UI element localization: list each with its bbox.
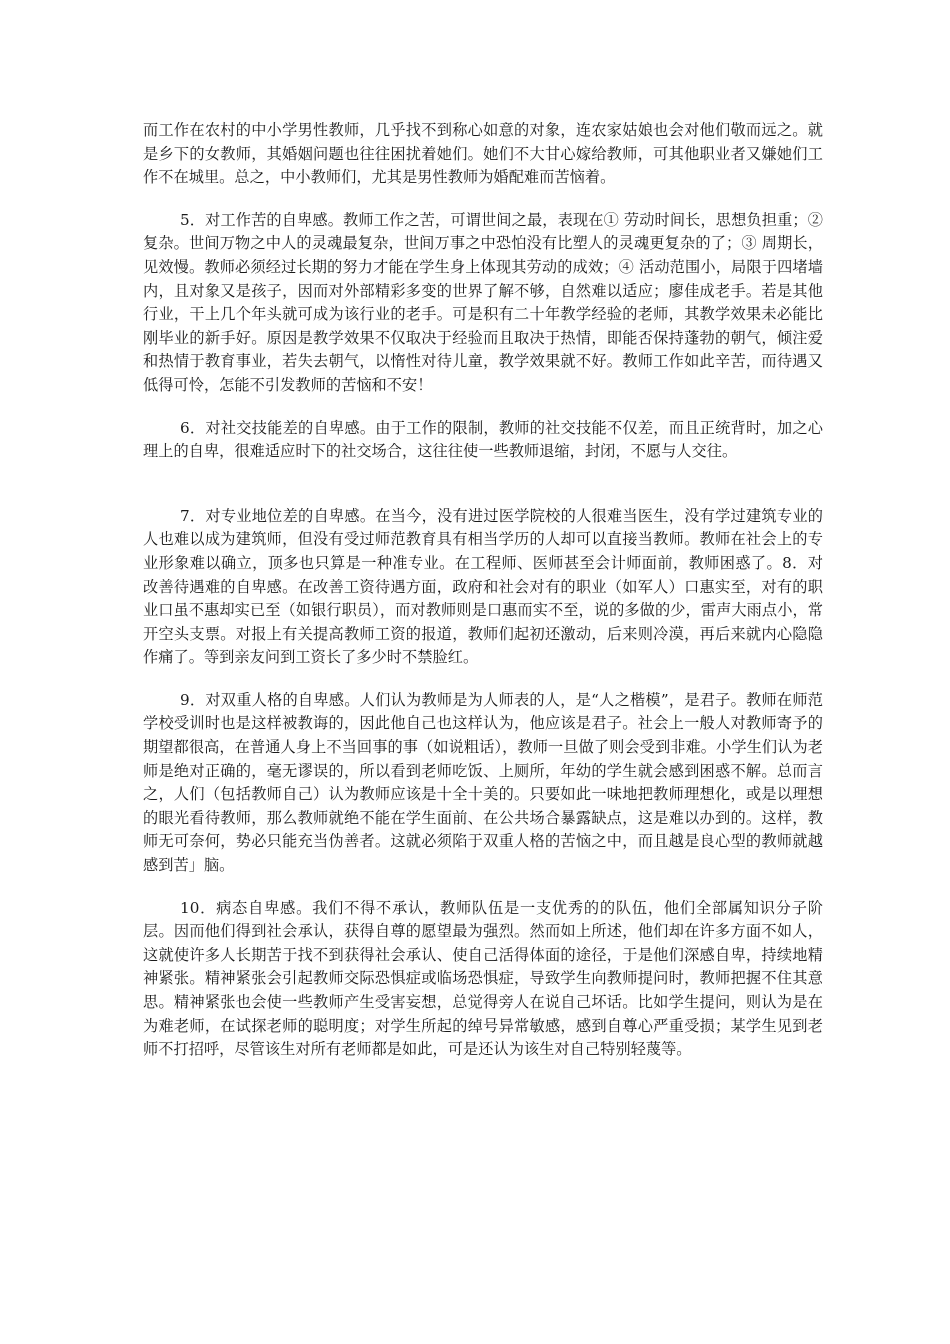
paragraph-6-social-skills: 6．对社交技能差的自卑感。由于工作的限制，教师的社交技能不仅差，而且正统背时，加之心理上的自卑，很难适应时下的社交场合，这往往使一些教师退缩，封闭，不愿与人交往。 (143, 418, 823, 461)
paragraph-10-pathological-inferiority: 10．病态自卑感。我们不得不承认，教师队伍是一支优秀的的队伍，他们全部属知识分子阶层。因而他们得到社会承认，获得自尊的愿望最为强烈。然而如上所述，他们却在许多方面不如人，这就使许多人长期苦于找不到获得社会承认、使自己活得体面的途径，于是他们深感自卑，持续地精神紧张。精神紧张会引起教师交际恐惧症或临场恐惧症，导致学生向教师提问时，教师把握不住其意思。精神紧张也会使一些教师产生受害妄想，总觉得旁人在说自己坏话。比如学生提问，则认为是在为难老师，在试探老师的聪明度；对学生所起的绰号异常敏感，感到自尊心严重受损；某学生见到老师不打招呼，尽管该生对所有老师都是如此，可是还认为该生对自己特别轻蔑等。 (143, 898, 823, 1059)
document-body (143, 119, 823, 1062)
paragraph-7-8-status-and-pay: 7．对专业地位差的自卑感。在当今，没有进过医学院校的人很难当医生，没有学过建筑专业的人也难以成为建筑师，但没有受过师范教育具有相当学历的人却可以直接当教师。教师在社会上的专业形象难以确立，顶多也只算是一种准专业。在工程师、医师甚至会计师面前，教师困惑了。8．对改善待遇难的自卑感。在改善工资待遇方面，政府和社会对有的职业（如军人）口惠实至，对有的职业口虽不惠却实已至（如银行职员），而对教师则是口惠而实不至，说的多做的少，雷声大雨点小，常开空头支票。对报上有关提高教师工资的报道，教师们起初还激动，后来则冷漠，再后来就内心隐隐作痛了。等到亲友问到工资长了多少时不禁脸红。 (143, 506, 823, 667)
paragraph-marriage-continued: 而工作在农村的中小学男性教师，几乎找不到称心如意的对象，连农家姑娘也会对他们敬而远之。就是乡下的女教师，其婚姻问题也往往困扰着她们。她们不大甘心嫁给教师，可其他职业者又嫌她们工作不在城里。总之，中小教师们，尤其是男性教师为婚配难而苦恼着。 (143, 121, 823, 187)
paragraph-9-dual-personality: 9．对双重人格的自卑感。人们认为教师是为人师表的人，是“人之楷模”，是君子。教师在师范学校受训时也是这样被教诲的，因此他自己也这样认为，他应该是君子。社会上一般人对教师寄予的期望都很高，在普通人身上不当回事的事（如说粗话），教师一旦做了则会受到非难。小学生们认为老师是绝对正确的，毫无谬误的，所以看到老师吃饭、上厕所，年幼的学生就会感到困惑不解。总而言之，人们（包括教师自己）认为教师应该是十全十美的。只要如此一味地把教师理想化，或是以理想的眼光看待教师，那么教师就绝不能在学生面前、在公共场合暴露缺点，这是难以办到的。这样，教师无可奈何，势必只能充当伪善者。这就必须陷于双重人格的苦恼之中，而且越是良心型的教师就越感到苦」脑。 (143, 690, 823, 875)
paragraph-5-hard-work: 5．对工作苦的自卑感。教师工作之苦，可谓世间之最，表现在① 劳动时间长，思想负担重；② 复杂。世间万物之中人的灵魂最复杂，世间万事之中恐怕没有比塑人的灵魂更复杂的了；③ 周期长，见效慢。教师必须经过长期的努力才能在学生身上体现其劳动的成效；④ 活动范围小，局限于四堵墙内，且对象又是孩子，因而对外部精彩多变的世界了解不够，自然难以适应；廖佳成老手。若是其他行业，干上几个年头就可成为该行业的老手。可是积有二十年教学经验的老师，其教学效果未必能比刚毕业的新手好。原因是教学效果不仅取决于经验而且取决于热情，即能否保持蓬勃的朝气，倾注爱和热情于教育事业，若失去朝气，以惰性对待儿童，教学效果就不好。教师工作如此辛苦，而待遇又低得可怜，怎能不引发教师的苦恼和不安！ (143, 210, 823, 394)
